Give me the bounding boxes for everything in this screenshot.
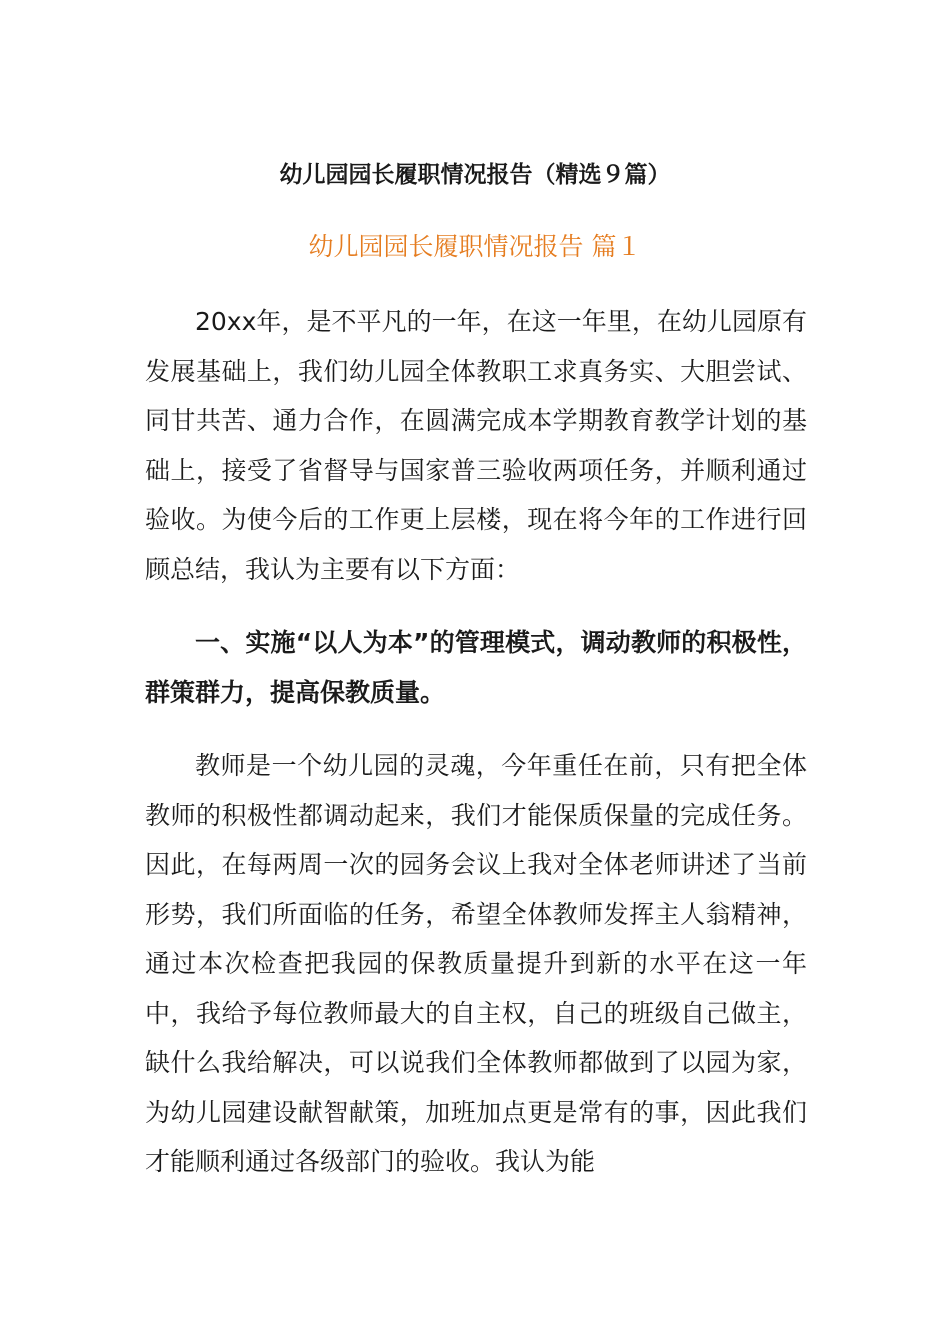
document-title: 幼儿园园长履职情况报告（精选９篇） [279,162,671,188]
section-title: 幼儿园园长履职情况报告 篇１ [308,232,642,261]
section-heading-1: 一、实施“以人为本”的管理模式，调动教师的积极性，群策群力，提高保教质量。 [145,628,807,707]
body-paragraph-2: 教师是一个幼儿园的灵魂，今年重任在前，只有把全体教师的积极性都调动起来，我们才能保质保量的完成任务。因此，在每两周一次的园务会议上我对全体老师讲述了当前形势，我们所面临的任务，希望全体教师发挥主人翁精神，通过本次检查把我园的保教质量提升到新的水平在这一年中，我给予每位教师最大的自主权，自己的班级自己做主，缺什么我给解决，可以说我们全体教师都做到了以园为家，为幼儿园建设献智献策，加班加点更是常有的事，因此我们才能顺利通过各级部门的验收。我认为能 [145,751,807,1176]
body-paragraph-1: 20xx年，是不平凡的一年，在这一年里，在幼儿园原有发展基础上，我们幼儿园全体教职工求真务实、大胆尝试、同甘共苦、通力合作，在圆满完成本学期教育教学计划的基础上，接受了省督导与国家普三验收两项任务，并顺利通过验收。为使今后的工作更上层楼，现在将今年的工作进行回顾总结，我认为主要有以下方面： [145,307,807,584]
